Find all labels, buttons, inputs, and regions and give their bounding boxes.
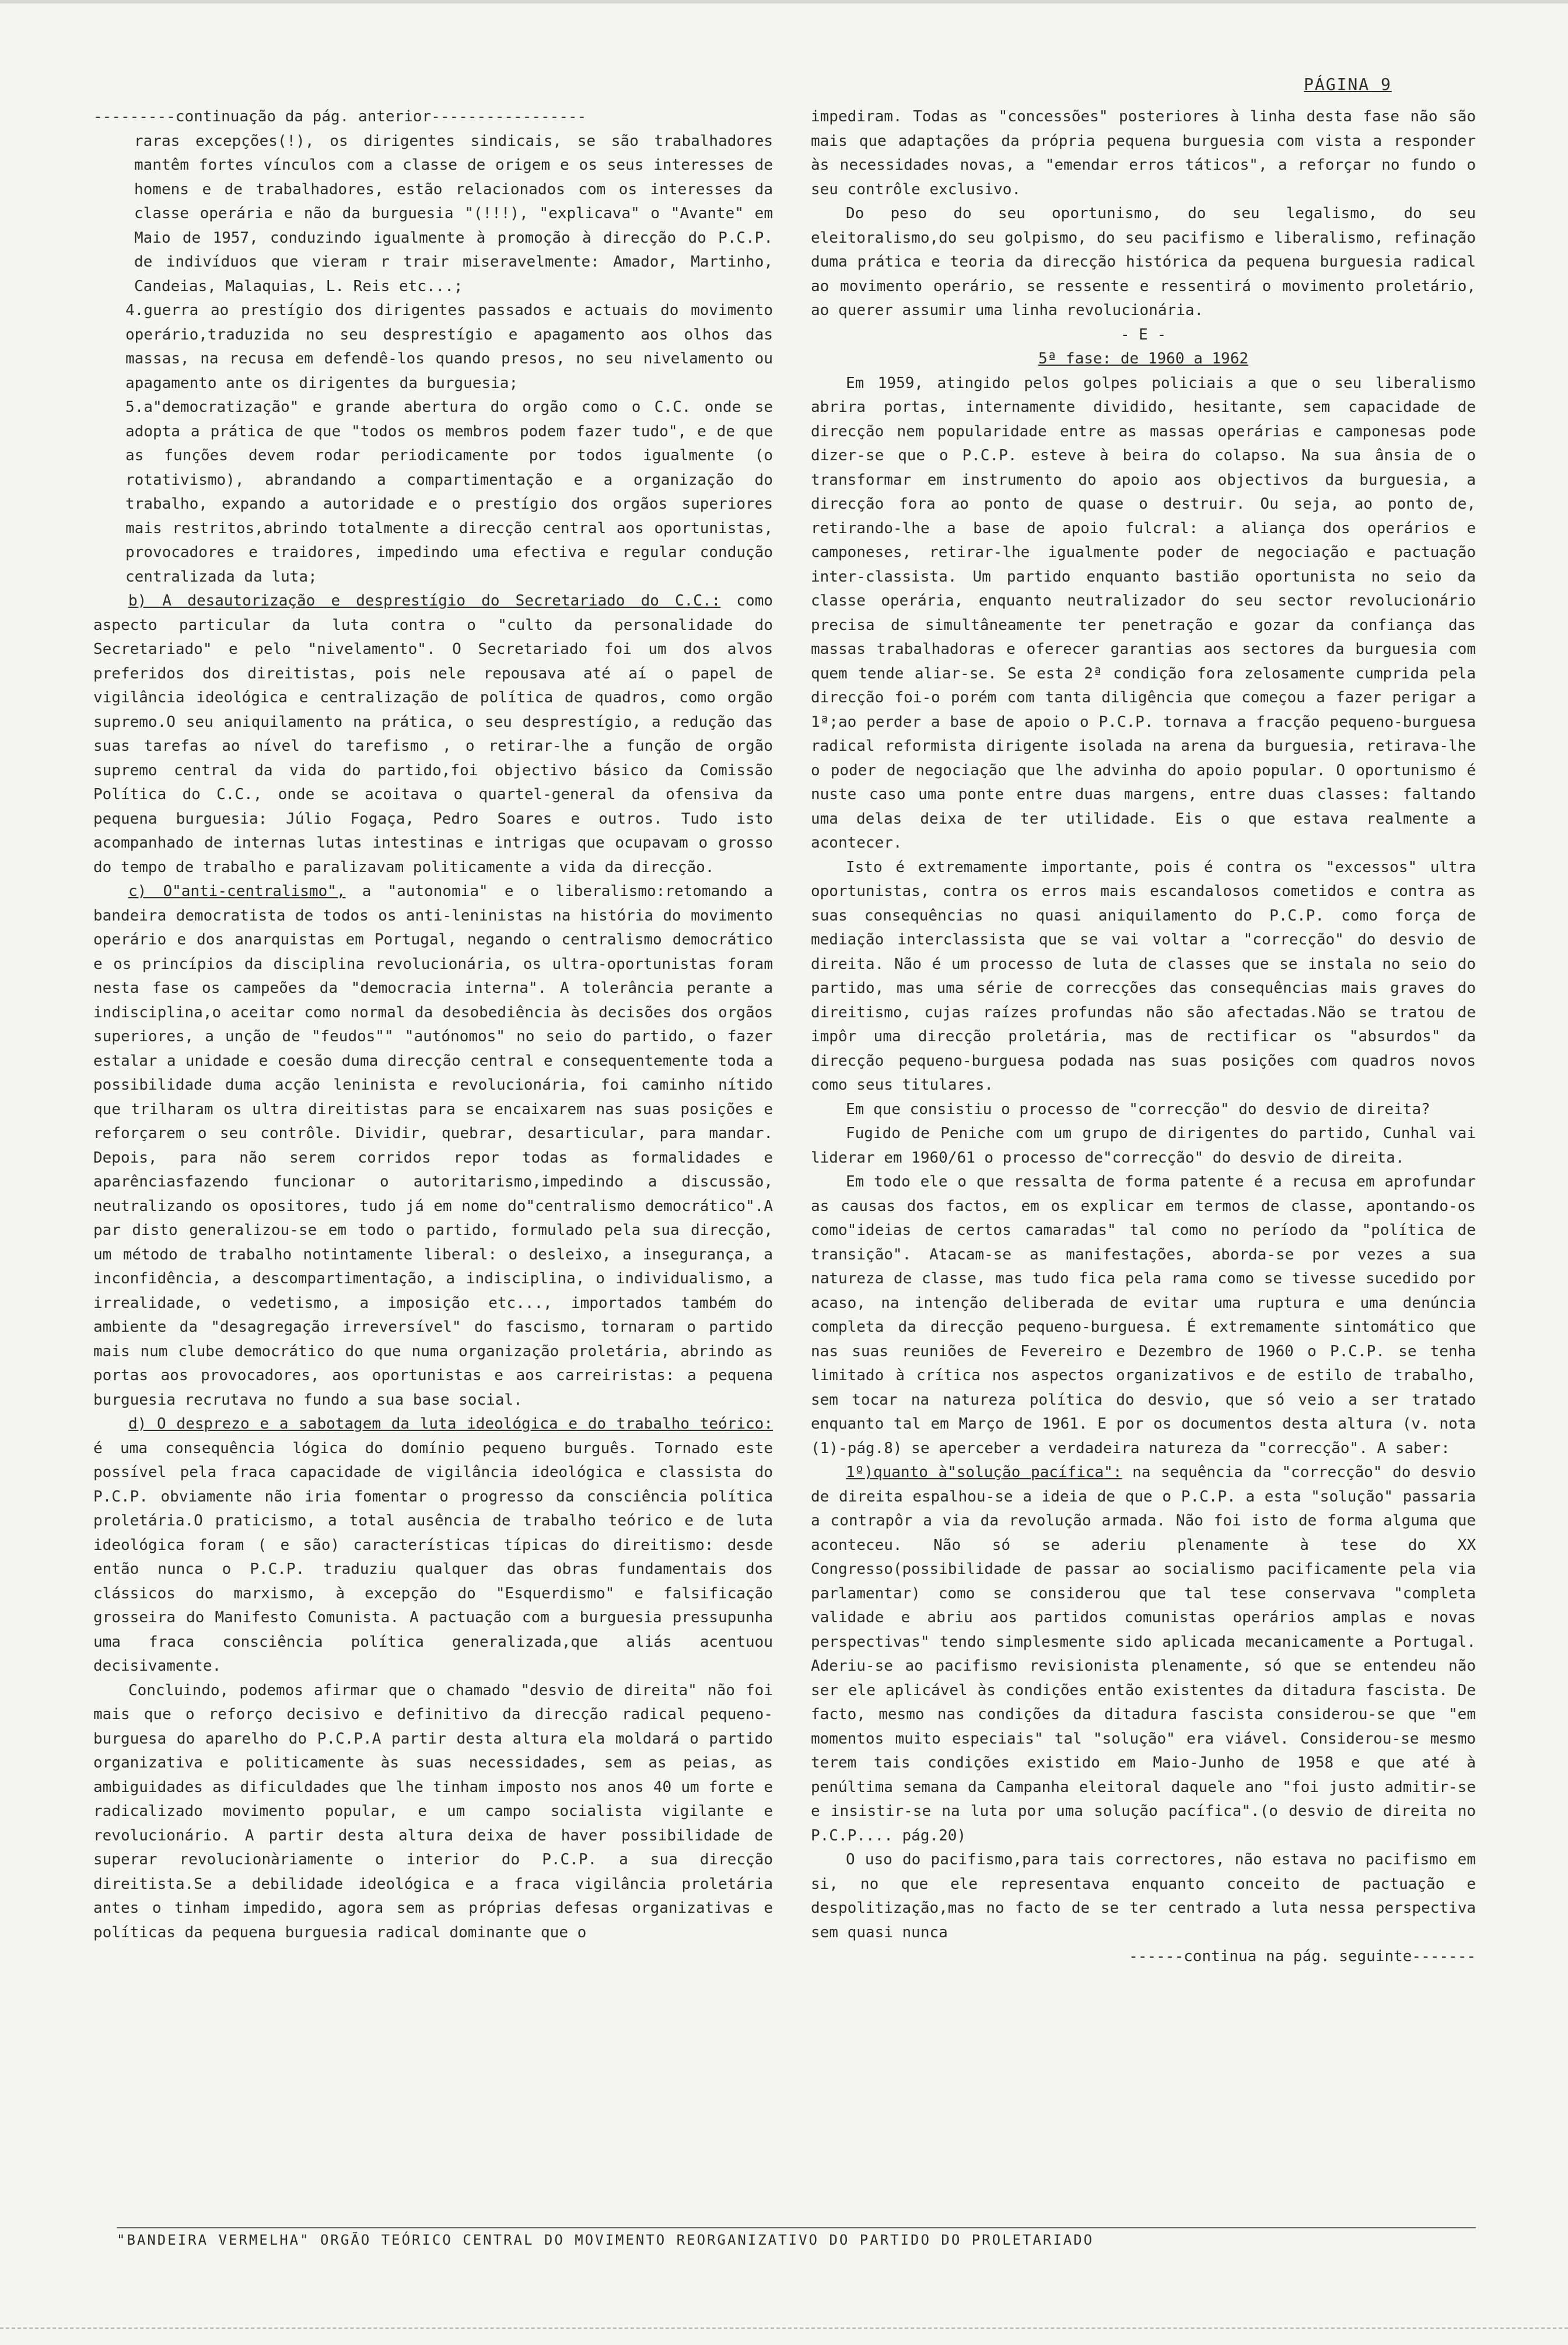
item-c-title: c) O"anti-centralismo", — [128, 883, 346, 900]
item-d-title: d) O desprezo e a sabotagem da luta ideológica e do trabalho teórico: — [128, 1415, 773, 1433]
right-paragraph-5: Em que consistiu o processo de "correcção" do desvio de direita? — [846, 1100, 1430, 1118]
right-paragraph-2: Do peso do seu oportunismo, do seu legalismo, do seu eleitoralismo,do seu golpismo, do seu pacifismo e liberalismo, refinação duma prática e teoria da direcção histórica da pequena burguesia radical ao movimento operário, se ressente e ressentirá o movimento proletário, ao querer assumir uma linha revolucionária. — [811, 205, 1476, 319]
right-column — [811, 105, 1476, 1969]
right-last-paragraph: O uso do pacifismo,para tais correctores, não estava no pacifismo em si, no que ele representava enquanto conceito de pactuação e despolitização,mas no facto de se ter centrado a luta nessa perspectiva sem quasi nunca — [811, 1851, 1476, 1941]
item-1-paragraph: na sequência da "correcção" do desvio de direita espalhou-se a ideia de que o P.C.P. a esta "solução" passaria a contrapôr a via da revolução armada. Não foi isto de forma alguma que aconteceu. Não só se aderiu plenamente à tese do XX Congresso(possibilidade de passar ao socialismo pacificamente pela via parlamentar) como se considerou que tal tese conservava "completa validade e abriu aos partidos comunistas operários amplas e novas perspectivas" tendo simplesmente sido aplicada mecanicamente a Portugal. Aderiu-se ao pacifismo revisionista plenamente, só que se entendeu não ser ele aplicável às condições então existentes da ditadura fascista. De facto, mesmo nas condições da ditadura fascista considerou-se que "em momentos muito especiais" tal "solução" era viável. Considerou-se mesmo terem tais condições existido em Maio-Junho de 1958 e que até à penúltima semana da Campanha eleitoral daquele ano "foi justo admitir-se e insistir-se na luta por uma solução pacífica".(o desvio de direita no P.C.P.... pág.20) — [811, 1464, 1476, 1845]
item-5-paragraph: 5.a"democratização" e grande abertura do orgão como o C.C. onde se adopta a prática de que "todos os membros podem fazer tudo", e de que as funções devem rodar periodicamente por todos igualmente (o rotativismo), abrandando a compartimentação e a organização do trabalho, expando a autoridade e o prestígio dos orgãos superiores mais restritos,abrindo totalmente a direcção central aos oportunistas, provocadores e traidores, impedindo uma efectiva e regular condução centralizada da luta; — [125, 398, 773, 586]
footer-masthead: "BANDEIRA VERMELHA" ORGÃO TEÓRICO CENTRAL DO MOVIMENTO REORGANIZATIVO DO PARTIDO DO PROLETARIADO — [117, 2227, 1476, 2255]
item-b-paragraph: como aspecto particular da luta contra o "culto da personalidade do Secretariado" e pelo "nivelamento". O Secretariado foi um dos alvos preferidos dos direitistas, pois nele repousava até aí o papel de vigilância ideológica e centralização de política de quadros, como orgão supremo.O seu aniquilamento na prática, o seu desprestígio, a redução das suas tarefas ao nível do tarefismo , o retirar-lhe a função de orgão supremo central da vida do partido,foi objectivo básico da Comissão Política do C.C., onde se acoitava o quartel-general da ofensiva da pequena burguesia: Júlio Fogaça, Pedro Soares e outros. Tudo isto acompanhado de internas lutas intestinas e intrigas que ocupavam o grosso do tempo de trabalho e paralizavam politicamente a vida da direcção. — [93, 592, 774, 876]
section-marker: - E - — [1120, 326, 1167, 344]
item-4-paragraph: 4.guerra ao prestígio dos dirigentes passados e actuais do movimento operário,traduzida no seu desprestígio e apagamento aos olhos das massas, na recusa em defendê-los quando presos, no seu nivelamento ou apagamento ante os dirigentes da burguesia; — [125, 302, 773, 392]
right-paragraph-6: Fugido de Peniche com um grupo de dirigentes do partido, Cunhal vai liderar em 1960/61 o processo de"correcção" do desvio de direita. — [811, 1125, 1476, 1167]
continuation-note-top: ---------continuação da pág. anterior----------------- — [93, 108, 587, 125]
right-paragraph-7: Em todo ele o que ressalta de forma patente é a recusa em aprofundar as causas dos factos, em os explicar em termos de classe, apontando-os como"ideias de certos camaradas" tal como no período da "política de transição". Atacam-se as manifestações, aborda-se por vezes a sua natureza de classe, mas tudo fica pela rama como se tivesse sucedido por acaso, na intenção deliberada de evitar uma ruptura e uma denúncia completa da direcção pequeno-burguesa. É extremamente sintomático que nas suas reuniões de Fevereiro e Dezembro de 1960 o P.C.P. se tenha limitado à crítica nos aspectos organizativos e de estilo de trabalho, sem tocar na natureza política do desvio, que só veio a ser tratado enquanto tal em Março de 1961. E por os documentos desta altura (v. nota (1)-pág.8) se aperceber a verdadeira natureza da "correcção". A saber: — [811, 1173, 1476, 1457]
right-intro-paragraph: impediram. Todas as "concessões" posteriores à linha desta fase não são mais que adaptações da própria pequena burguesia com vista a responder às necessidades novas, a "emendar erros táticos", a reforçar no fundo o seu contrôle exclusivo. — [811, 108, 1476, 198]
item-c-paragraph: a "autonomia" e o liberalismo:retomando a bandeira democratista de todos os anti-leninistas na história do movimento operário e dos anarquistas em Portugal, negando o centralismo democrático e os princípios da disciplina revolucionária, os ultra-oportunistas foram nesta fase os campeões da "democracia interna". A tolerância perante a indisciplina,o aceitar como normal da desobediência às decisões dos orgãos superiores, a unção de "feudos"" "autónomos" no seio do partido, o fazer estalar a unidade e coesão duma direcção central e consequentemente toda a possibilidade duma acção leninista e revolucionária, foi caminho nítido que trilharam os ultra direitistas para se encaixarem nas suas posições e reforçarem o seu contrôle. Dividir, quebrar, desarticular, para mandar. Depois, para não serem corridos repor todas as formalidades e aparênciasfazendo funcionar o autoritarismo,impedindo a discussão, neutralizando os opositores, tudo já em nome do"centralismo democrático".A par disto generalizou-se em todo o partido, formulado pela sua direcção, um método de trabalho notintamente liberal: o desleixo, a insegurança, a inconfidência, a descompartimentação, a indisciplina, o individualismo, a irrealidade, o vedetismo, a imposição etc..., importados também do ambiente da "desagregação irreversível" do fascismo, tornaram o partido mais num clube democrático do que numa organização proletária, abrindo as portas aos provocadores, aos oportunistas e aos carreiristas: a pequena burguesia recrutava no fundo a sua base social. — [93, 883, 773, 1409]
right-paragraph-4: Isto é extremamente importante, pois é contra os "excessos" ultra oportunistas, contra os erros mais escandalosos cometidos e contra as suas consequências no quasi aniquilamento do P.C.P. como força de mediação interclassista que se vai voltar a "correcção" do desvio de direita. Não é um processo de luta de classes que se instala no seio do partido, mas uma série de correcções das consequências mais graves do direitismo, cujas raízes profundas não são afectadas.Não se tratou de impôr uma direcção proletária, mas de rectificar os "absurdos" da direcção pequeno-burguesa podada nas suas posições com quadros novos como seus titulares. — [811, 858, 1476, 1094]
item-1-title: 1º)quanto à"solução pacífica": — [846, 1464, 1122, 1481]
page-number: PÁGINA 9 — [1304, 75, 1392, 94]
left-column — [93, 105, 773, 1945]
right-paragraph-3: Em 1959, atingido pelos golpes policiais a que o seu liberalismo abrira portas, internamente dividido, hesitante, sem capacidade de direcção nem popularidade entre as massas operárias e camponesas pode dizer-se que o P.C.P. esteve à beira do colapso. Na sua ânsia de o transformar em instrumento do apoio aos objectivos da burguesia, a direcção fora ao ponto de quase o destruir. Ou seja, ao ponto de, retirando-lhe a base de apoio fulcral: a aliança dos operários e camponeses, retirar-lhe igualmente poder de negociação e pactuação inter-classista. Um partido enquanto bastião oportunista no seio da classe operária, enquanto neutralizador do seu sector revolucionário precisa de simultâneamente ter penetração e gozar da confiança das massas trabalhadoras e oferecer garantias aos sectores da burguesia com quem tende aliar-se. Se esta 2ª condição fora zelosamente cumprida pela direcção foi-o porém com tanta diligência que começou a fazer perigar a 1ª;ao perder a base de apoio o P.C.P. tornava a fracção pequeno-burguesa radical reformista dirigente isolada na arena da burguesia, retirava-lhe o poder de negociação que lhe advinha do apoio popular. O oportunismo é nuste caso uma ponte entre duas margens, entre duas classes: faltando uma delas deixa de ter utilidade. Eis o que estava realmente a acontecer. — [811, 374, 1476, 852]
item-d-paragraph: é uma consequência lógica do domínio pequeno burguês. Tornado este possível pela fraca capacidade de vigilância ideológica e classista do P.C.P. obviamente não iria fomentar o progresso da consciência política proletária.O praticismo, a total ausência de trabalho teórico e de luta ideológica foram ( e são) características típicas do direitismo: desde então nunca o P.C.P. traduziu qualquer das obras fundamentais dos clássicos do marxismo, à excepção do "Esquerdismo" e falsificação grosseira do Manifesto Comunista. A pactuação com a burguesia pressupunha uma fraca consciência política generalizada,que aliás acentuou decisivamente. — [93, 1439, 773, 1675]
conclusion-paragraph: Concluindo, podemos afirmar que o chamado "desvio de direita" não foi mais que o reforço decisivo e definitivo da direcção radical pequeno-burguesa do aparelho do P.C.P.A partir desta altura ela moldará o partido organizativa e politicamente às suas necessidades, sem as peias, as ambiguidades as dificuldades que lhe tinham imposto nos anos 40 um forte e radicalizado movimento popular, e um campo socialista vigilante e revolucionário. A partir desta altura deixa de haver possibilidade de superar revolucionàriamente o interior do P.C.P. a sua direcção direitista.Se a debilidade ideológica e a fraca vigilância proletária antes o tinham impedido, agora sem as próprias defesas organizativas e políticas da pequena burguesia radical dominante que o — [93, 1681, 773, 1941]
page-top-edge — [0, 0, 1568, 4]
continuation-note-bottom: ------continua na pág. seguinte------- — [1129, 1948, 1476, 1965]
section-title: 5ª fase: de 1960 a 1962 — [1038, 350, 1249, 368]
item-b-title: b) A desautorização e desprestígio do Secretariado do C.C.: — [128, 592, 721, 610]
left-intro-paragraph: raras excepções(!), os dirigentes sindicais, se são trabalhadores mantêm fortes vínculos com a classe de origem e os seus interesses de homens e de trabalhadores, estão relacionados com os interesses da classe operária e não da burguesia "(!!!), "explicava" o "Avante" em Maio de 1957, conduzindo igualmente à promoção à direcção do P.C.P. de indivíduos que vieram r trair miseravelmente: Amador, Martinho, Candeias, Malaquias, L. Reis etc...; — [134, 132, 773, 295]
page-bottom-edge — [0, 2328, 1568, 2331]
